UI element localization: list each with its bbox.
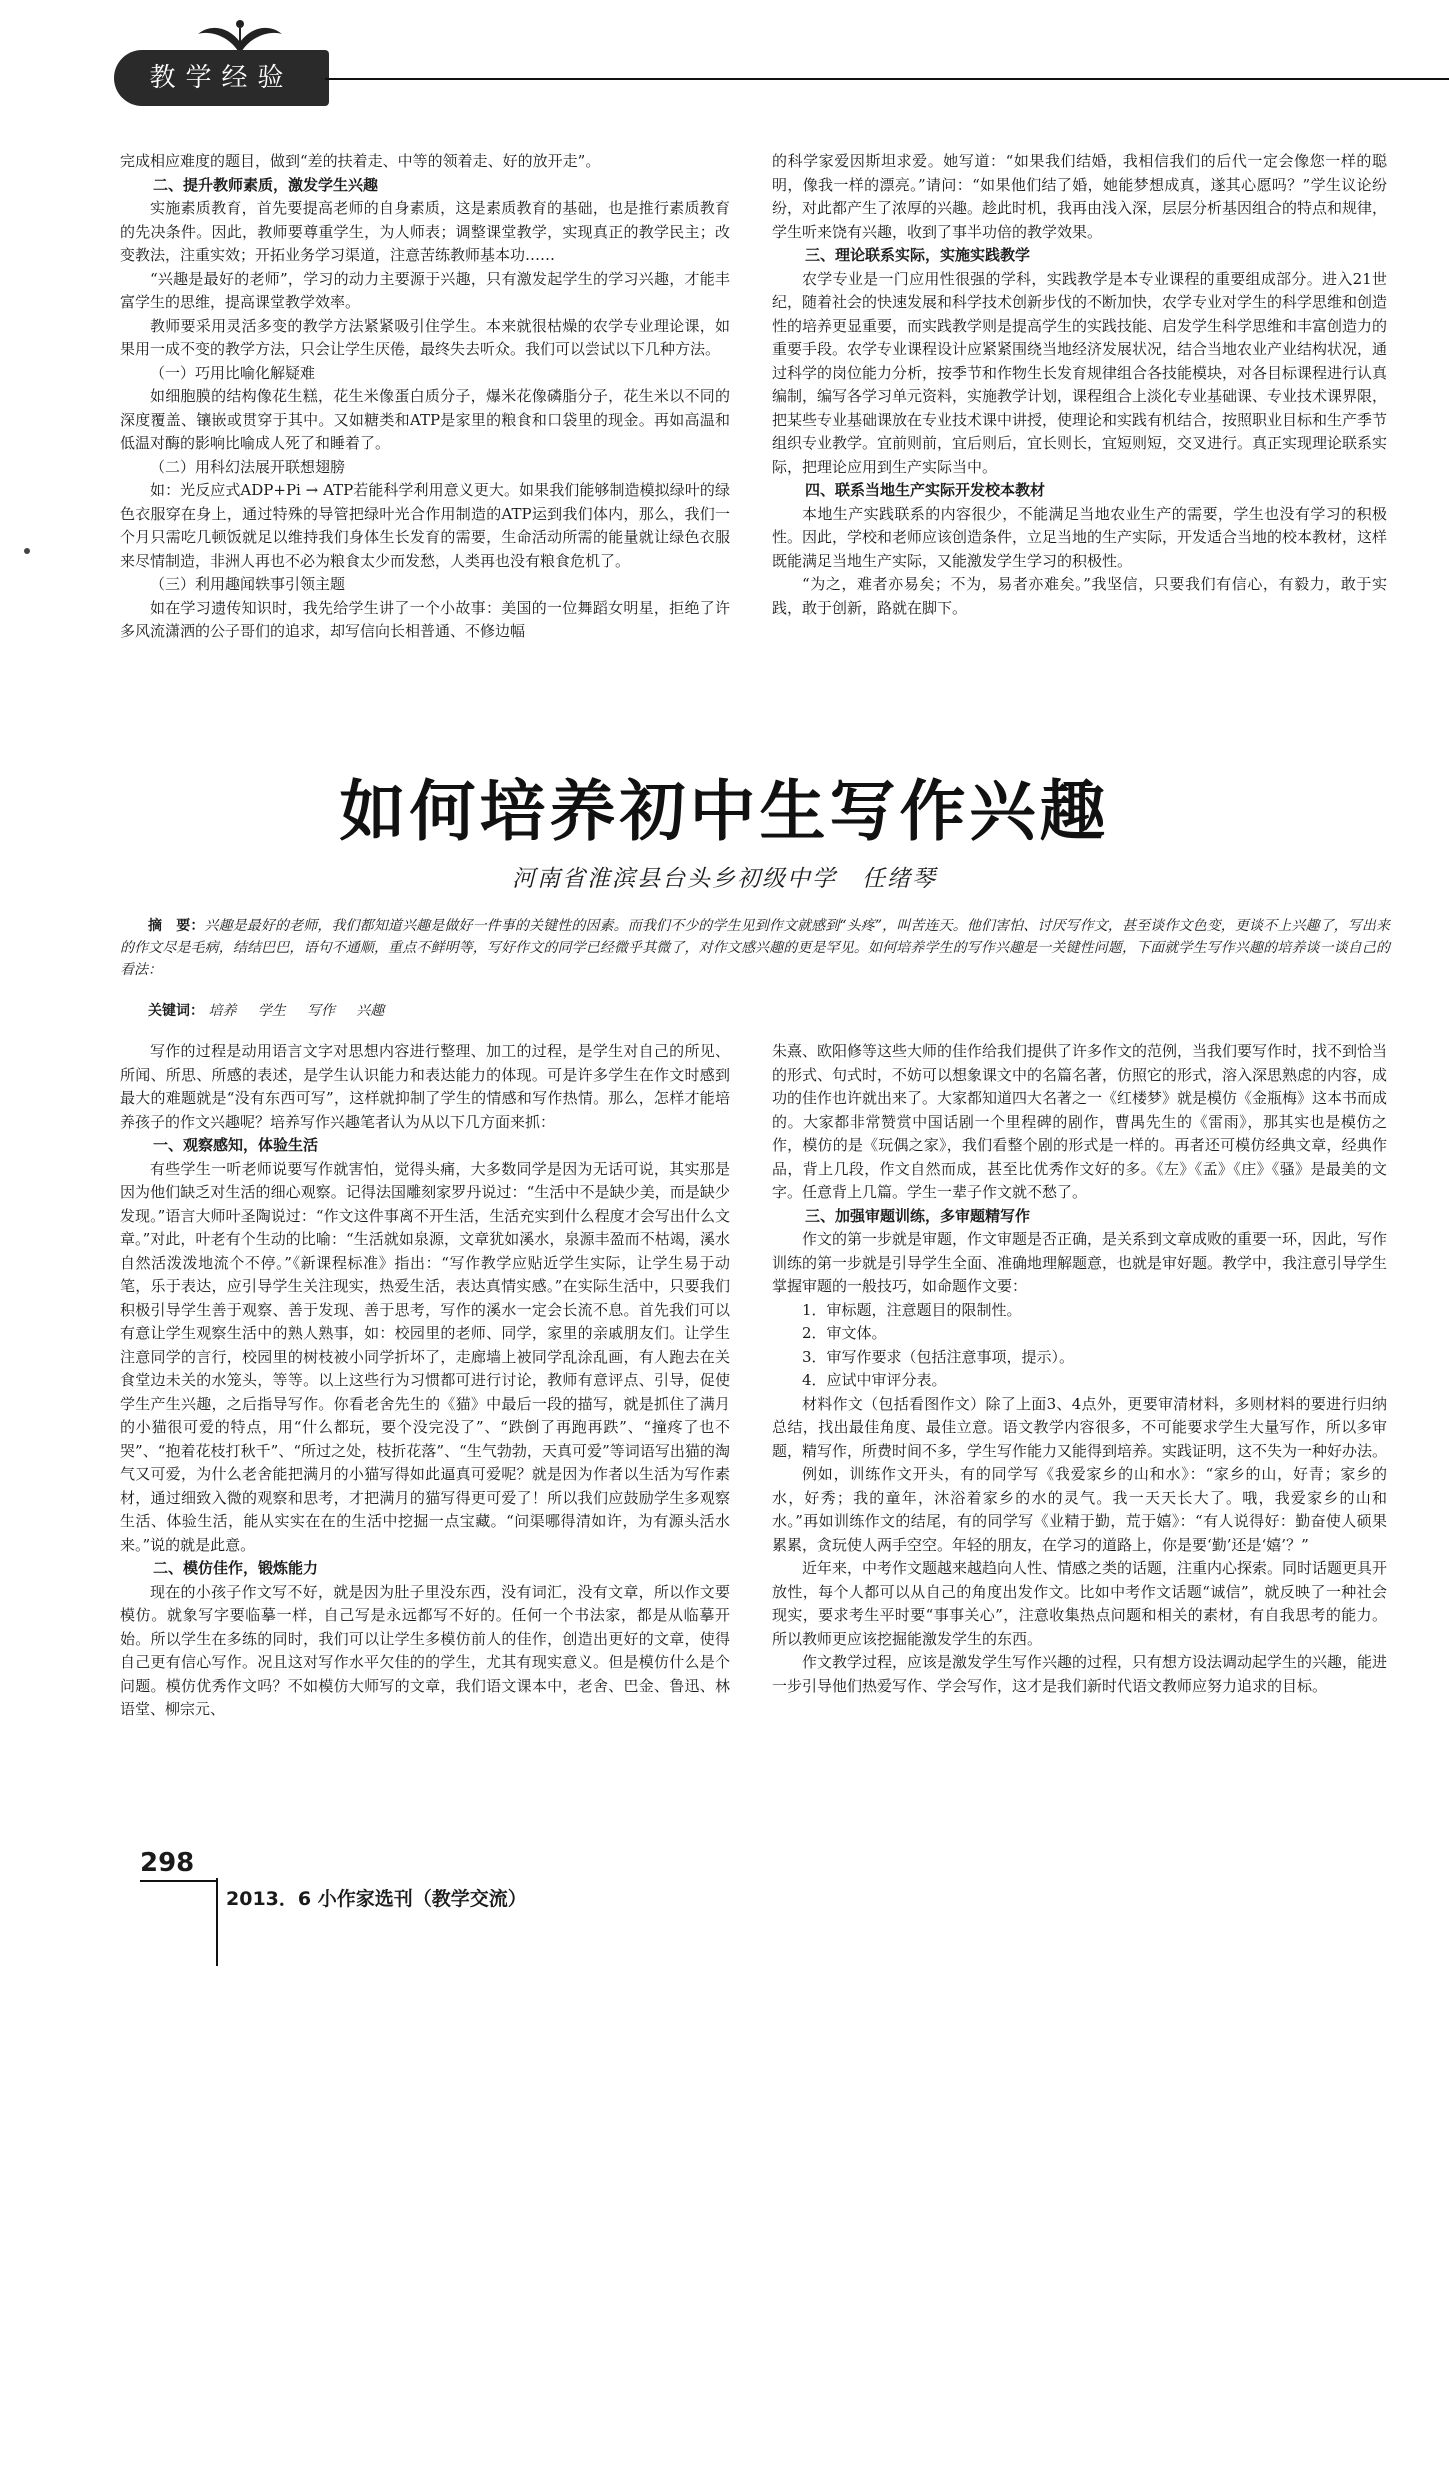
- section-heading: 三、加强审题训练，多审题精写作: [805, 1206, 1031, 1225]
- paragraph: 作文的第一步就是审题，作文审题是否正确，是关系到文章成败的重要一环，因此，写作训练的第一步就是引导学生全面、准确地理解题意，也就是审好题。教学中，我注意引导学生掌握审题的一般技巧，如命题作文要：: [772, 1230, 1388, 1295]
- bottom-right-column: [772, 1040, 1387, 1698]
- keyword: 学生: [257, 1003, 286, 1019]
- paragraph: 完成相应难度的题目，做到“差的扶着走、中等的领着走、好的放开走”。: [120, 152, 601, 170]
- keyword: 兴趣: [356, 1003, 385, 1019]
- margin-mark: [24, 548, 30, 554]
- top-left-column: [120, 150, 730, 644]
- article-author: 河南省淮滨县台头乡初级中学 任绪琴: [512, 866, 937, 892]
- paragraph: 例如，训练作文开头，有的同学写《我爱家乡的山和水》：“家乡的山，好青；家乡的水，好秀；我的童年，沐浴着家乡的水的灵气。我一天天长大了。哦，我爱家乡的山和水。”再如训练作文的结尾，有的同学写《业精于勤，荒于嬉》：“有人说得好：勤奋使人硕果累累，贪玩使人两手空空。年轻的朋友，在学习的道路上，你是要‘勤’还是‘嬉’？”: [772, 1465, 1387, 1554]
- footer-rule: [140, 1880, 216, 1882]
- paragraph: 的科学家爱因斯坦求爱。她写道：“如果我们结婚，我相信我们的后代一定会像您一样的聪明，像我一样的漂亮。”请问：“如果他们结了婚，她能梦想成真，遂其心愿吗？”学生议论纷纷，对此都产生了浓厚的兴趣。趁此时机，我再由浅入深，层层分析基因组合的特点和规律，学生听来饶有兴趣，收到了事半功倍的教学效果。: [772, 152, 1388, 241]
- keyword: 培养: [208, 1003, 237, 1019]
- paragraph: 如：光反应式ADP+Pi → ATP若能科学利用意义更大。如果我们能够制造模拟绿叶的绿色衣服穿在身上，通过特殊的导管把绿叶光合作用制造的ATP运到我们体内，那么，我们一个月只需吃几顿饭就足以维持我们身体生长发育的需要，生命活动所需的能量就让绿色衣服来尽情制造，非洲人再也不必为粮食太少而发愁，人类再也没有粮食危机了。: [120, 481, 730, 570]
- page-number: 298: [140, 1848, 195, 1878]
- section-heading: 二、模仿佳作，锻炼能力: [153, 1559, 319, 1577]
- section-label: 教学经验: [149, 63, 294, 93]
- article-title: 如何培养初中生写作兴趣: [339, 772, 1110, 850]
- section-heading: 三、理论联系实际，实施实践教学: [805, 246, 1031, 264]
- paragraph: 如细胞膜的结构像花生糕，花生米像蛋白质分子，爆米花像磷脂分子，花生米以不同的深度覆盖、镶嵌或贯穿于其中。又如糖类和ATP是家里的粮食和口袋里的现金。再如高温和低温对酶的影响比喻成人死了和睡着了。: [120, 387, 730, 452]
- keywords: [120, 1000, 1390, 1022]
- paragraph: 写作的过程是动用语言文字对思想内容进行整理、加工的过程，是学生对自己的所见、所闻、所思、所感的表述，是学生认识能力和表达能力的体现。可是许多学生在作文时感到最大的难题就是“没有东西可写”，这样就抑制了学生的情感和写作热情。那么，怎样才能培养孩子的作文兴趣呢？培养写作兴趣笔者认为从以下几方面来抓：: [120, 1042, 730, 1131]
- top-right-column: [772, 150, 1387, 620]
- paragraph: “兴趣是最好的老师”，学习的动力主要源于兴趣，只有激发起学生的学习兴趣，才能丰富学生的思维，提高课堂教学效率。: [120, 269, 730, 311]
- paragraph: 作文教学过程，应该是激发学生写作兴趣的过程，只有想方设法调动起学生的兴趣，能进一步引导他们热爱写作、学会写作，这才是我们新时代语文教师应努力追求的目标。: [772, 1653, 1388, 1695]
- paragraph: 农学专业是一门应用性很强的学科，实践教学是本专业课程的重要组成部分。进入21世纪，随着社会的快速发展和科学技术创新步伐的不断加快，农学专业对学生的科学思维和创造性的培养更显重要，而实践教学则是提高学生的实践技能、启发学生科学思维和丰富创造力的重要手段。农学专业课程设计应紧紧围绕当地经济发展状况，结合当地农业产业结构状况，通过科学的岗位能力分析，按季节和作物生长发育规律组合各技能模块，对各目标课程进行认真编制，编写各学习单元资料，实施教学计划，课程组合上淡化专业基础课、专业技术课界限，把某些专业基础课放在专业技术课中讲授，使理论和实践有机结合，按照职业目标和生产季节组织专业教学。宜前则前，宜后则后，宜长则长，宜短则短，交叉进行。真正实现理论联系实际，把理论应用到生产实际当中。: [772, 269, 1388, 476]
- paragraph: 3．审写作要求（包括注意事项，提示）。: [802, 1347, 1075, 1366]
- section-heading: （三）利用趣闻轶事引领主题: [150, 575, 346, 593]
- section-heading: （二）用科幻法展开联想翅膀: [150, 457, 346, 476]
- paragraph: “为之，难者亦易矣；不为，易者亦难矣。”我坚信，只要我们有信心，有毅力，敢于实践，敢于创新，路就在脚下。: [772, 575, 1387, 617]
- paragraph: 1．审标题，注意题目的限制性。: [802, 1300, 1022, 1319]
- section-heading: 四、联系当地生产实际开发校本教材: [805, 481, 1046, 499]
- paragraph: 实施素质教育，首先要提高老师的自身素质，这是素质教育的基础，也是推行素质教育的先决条件。因此，教师要尊重学生，为人师表；调整课堂教学，实现真正的教学民主；改变教法，注重实效；开拓业务学习渠道，注意苦练教师基本功……: [120, 199, 730, 264]
- paragraph: 朱熹、欧阳修等这些大师的佳作给我们提供了许多作文的范例，当我们要写作时，找不到恰当的形式、句式时，不妨可以想象课文中的名篇名著，仿照它的形式，溶入深思熟虑的内容，成功的佳作也许就出来了。大家都知道四大名著之一《红楼梦》就是模仿《金瓶梅》这本书而成的。大家都非常赞赏中国话剧一个里程碑的剧作，曹禺先生的《雷雨》，那其实也是模仿之作，模仿的是《玩偶之家》，我们看整个剧的形式是一样的。再者还可模仿经典文章，经典作品，背上几段，作文自然而成，甚至比优秀作文好的多。《左》《孟》《庄》《骚》是最美的文字。任意背上几篇。学生一辈子作文就不愁了。: [772, 1042, 1388, 1201]
- paragraph: 本地生产实践联系的内容很少，不能满足当地农业生产的需要，学生也没有学习的积极性。因此，学校和老师应该创造条件，立足当地的生产实际，开发适合当地的校本教材，这样既能满足当地生产实际，又能激发学生学习的积极性。: [772, 504, 1388, 570]
- page-footer: [140, 1848, 1449, 1968]
- paragraph: 教师要采用灵活多变的教学方法紧紧吸引住学生。本来就很枯燥的农学专业理论课，如果用一成不变的教学方法，只会让学生厌倦，最终失去听众。我们可以尝试以下几种方法。: [120, 316, 730, 358]
- paragraph: 2．审文体。: [802, 1324, 887, 1342]
- paragraph: 现在的小孩子作文写不好，就是因为肚子里没东西，没有词汇，没有文章，所以作文要模仿。就象写字要临摹一样，自己写是永远都写不好的。任何一个书法家，都是从临摹开始。所以学生在多练的同时，我们可以让学生多模仿前人的佳作，创造出更好的文章，使得自己更有信心写作。况且这对写作水平欠佳的的学生，尤其有现实意义。但是模仿什么是个问题。模仿优秀作文吗？不如模仿大师写的文章，我们语文课本中，老舍、巴金、鲁迅、林语堂、柳宗元、: [120, 1582, 730, 1718]
- keywords-label: 关键词：: [148, 1003, 204, 1019]
- header-rule: [325, 78, 1449, 80]
- section-header: [100, 16, 1449, 126]
- paragraph: 近年来，中考作文题越来越趋向人性、情感之类的话题，注重内心探索。同时话题更具开放性，每个人都可以从自己的角度出发作文。比如中考作文话题“诚信”，就反映了一种社会现实，要求考生平时要“事事关心”，注意收集热点问题和相关的素材，有自我思考的能力。所以教师更应该挖掘能激发学生的东西。: [772, 1559, 1388, 1648]
- paragraph: 4．应试中审评分表。: [802, 1371, 947, 1389]
- footer-divider: [216, 1878, 218, 1966]
- journal-name: 2013．6 小作家选刊（教学交流）: [226, 1888, 527, 1910]
- paragraph: 如在学习遗传知识时，我先给学生讲了一个小故事：美国的一位舞蹈女明星，拒绝了许多风流潇洒的公子哥们的追求，却写信向长相普通、不修边幅: [120, 598, 730, 640]
- section-banner: [114, 50, 329, 106]
- paragraph: 材料作文（包括看图作文）除了上面3、4点外，更要审清材料，多则材料的要进行归纳总结，找出最佳角度、最佳立意。语文教学内容很多，不可能要求学生大量写作，所以多审题，精写作，所费时间不多，学生写作能力又能得到培养。实践证明，这不失为一种好办法。: [772, 1394, 1388, 1460]
- abstract-label: 摘 要：: [148, 918, 205, 934]
- abstract: [120, 915, 1390, 981]
- abstract-text: 兴趣是最好的老师，我们都知道兴趣是做好一件事的关键性的因素。而我们不少的学生见到作文就感到“头疼”，叫苦连天。他们害怕、讨厌写作文，甚至谈作文色变，更谈不上兴趣了，写出来的作文尽是毛病，结结巴巴，语句不通顺，重点不鲜明等，写好作文的同学已经微乎其微了，对作文感兴趣的更是罕见。如何培养学生的写作兴趣是一关键性问题，下面就学生写作兴趣的培养谈一谈自己的看法：: [120, 918, 1391, 978]
- section-heading: 一、观察感知，体验生活: [153, 1136, 319, 1154]
- bottom-left-column: [120, 1040, 730, 1722]
- section-heading: （一）巧用比喻化解疑难: [150, 363, 316, 382]
- section-heading: 二、提升教师素质，激发学生兴趣: [153, 175, 379, 194]
- keyword: 写作: [306, 1003, 335, 1019]
- paragraph: 有些学生一听老师说要写作就害怕，觉得头痛，大多数同学是因为无话可说，其实那是因为他们缺乏对生活的细心观察。记得法国雕刻家罗丹说过：“生活中不是缺少美，而是缺少发现。”语言大师叶圣陶说过：“作文这件事离不开生活，生活充实到什么程度才会写出什么文章。”对此，叶老有个生动的比喻：“生活就如泉源，文章犹如溪水，泉源丰盈而不枯竭，溪水自然活泼泼地流个不停。”《新课程标准》指出：“写作教学应贴近学生实际，让学生易于动笔，乐于表达，应引导学生关注现实，热爱生活，表达真情实感。”在实际生活中，只要我们积极引导学生善于观察、善于发现、善于思考，写作的溪水一定会长流不息。首先我们可以有意让学生观察生活中的熟人熟事，如：校园里的老师、同学，家里的亲戚朋友们。让学生注意同学的言行，校园里的树枝被小同学折坏了，走廊墙上被同学乱涂乱画，有人跑去在关食堂边未关的水笼头，等等。以上这些行为习惯都可进行讨论，教师有意评点、引导，促使学生产生兴趣，之后指导写作。你看老舍先生的《猫》中最后一段的描写，就是抓住了满月的小猫很可爱的特点，用“什么都玩，要个没完没了”、“跌倒了再跑再跌”、“撞疼了也不哭”、“抱着花枝打秋千”、“所过之处，枝折花落”、“生气勃勃，天真可爱”等词语写出猫的淘气又可爱，为什么老舍能把满月的小猫写得如此逼真可爱呢？就是因为作者以生活为写作素材，通过细致入微的观察和思考，才把满月的猫写得更可爱了！所以我们应鼓励学生多观察生活、体验生活，能从实实在在的生活中挖掘一点宝藏。“问渠哪得清如许，为有源头活水来。”说的就是此意。: [120, 1159, 730, 1554]
